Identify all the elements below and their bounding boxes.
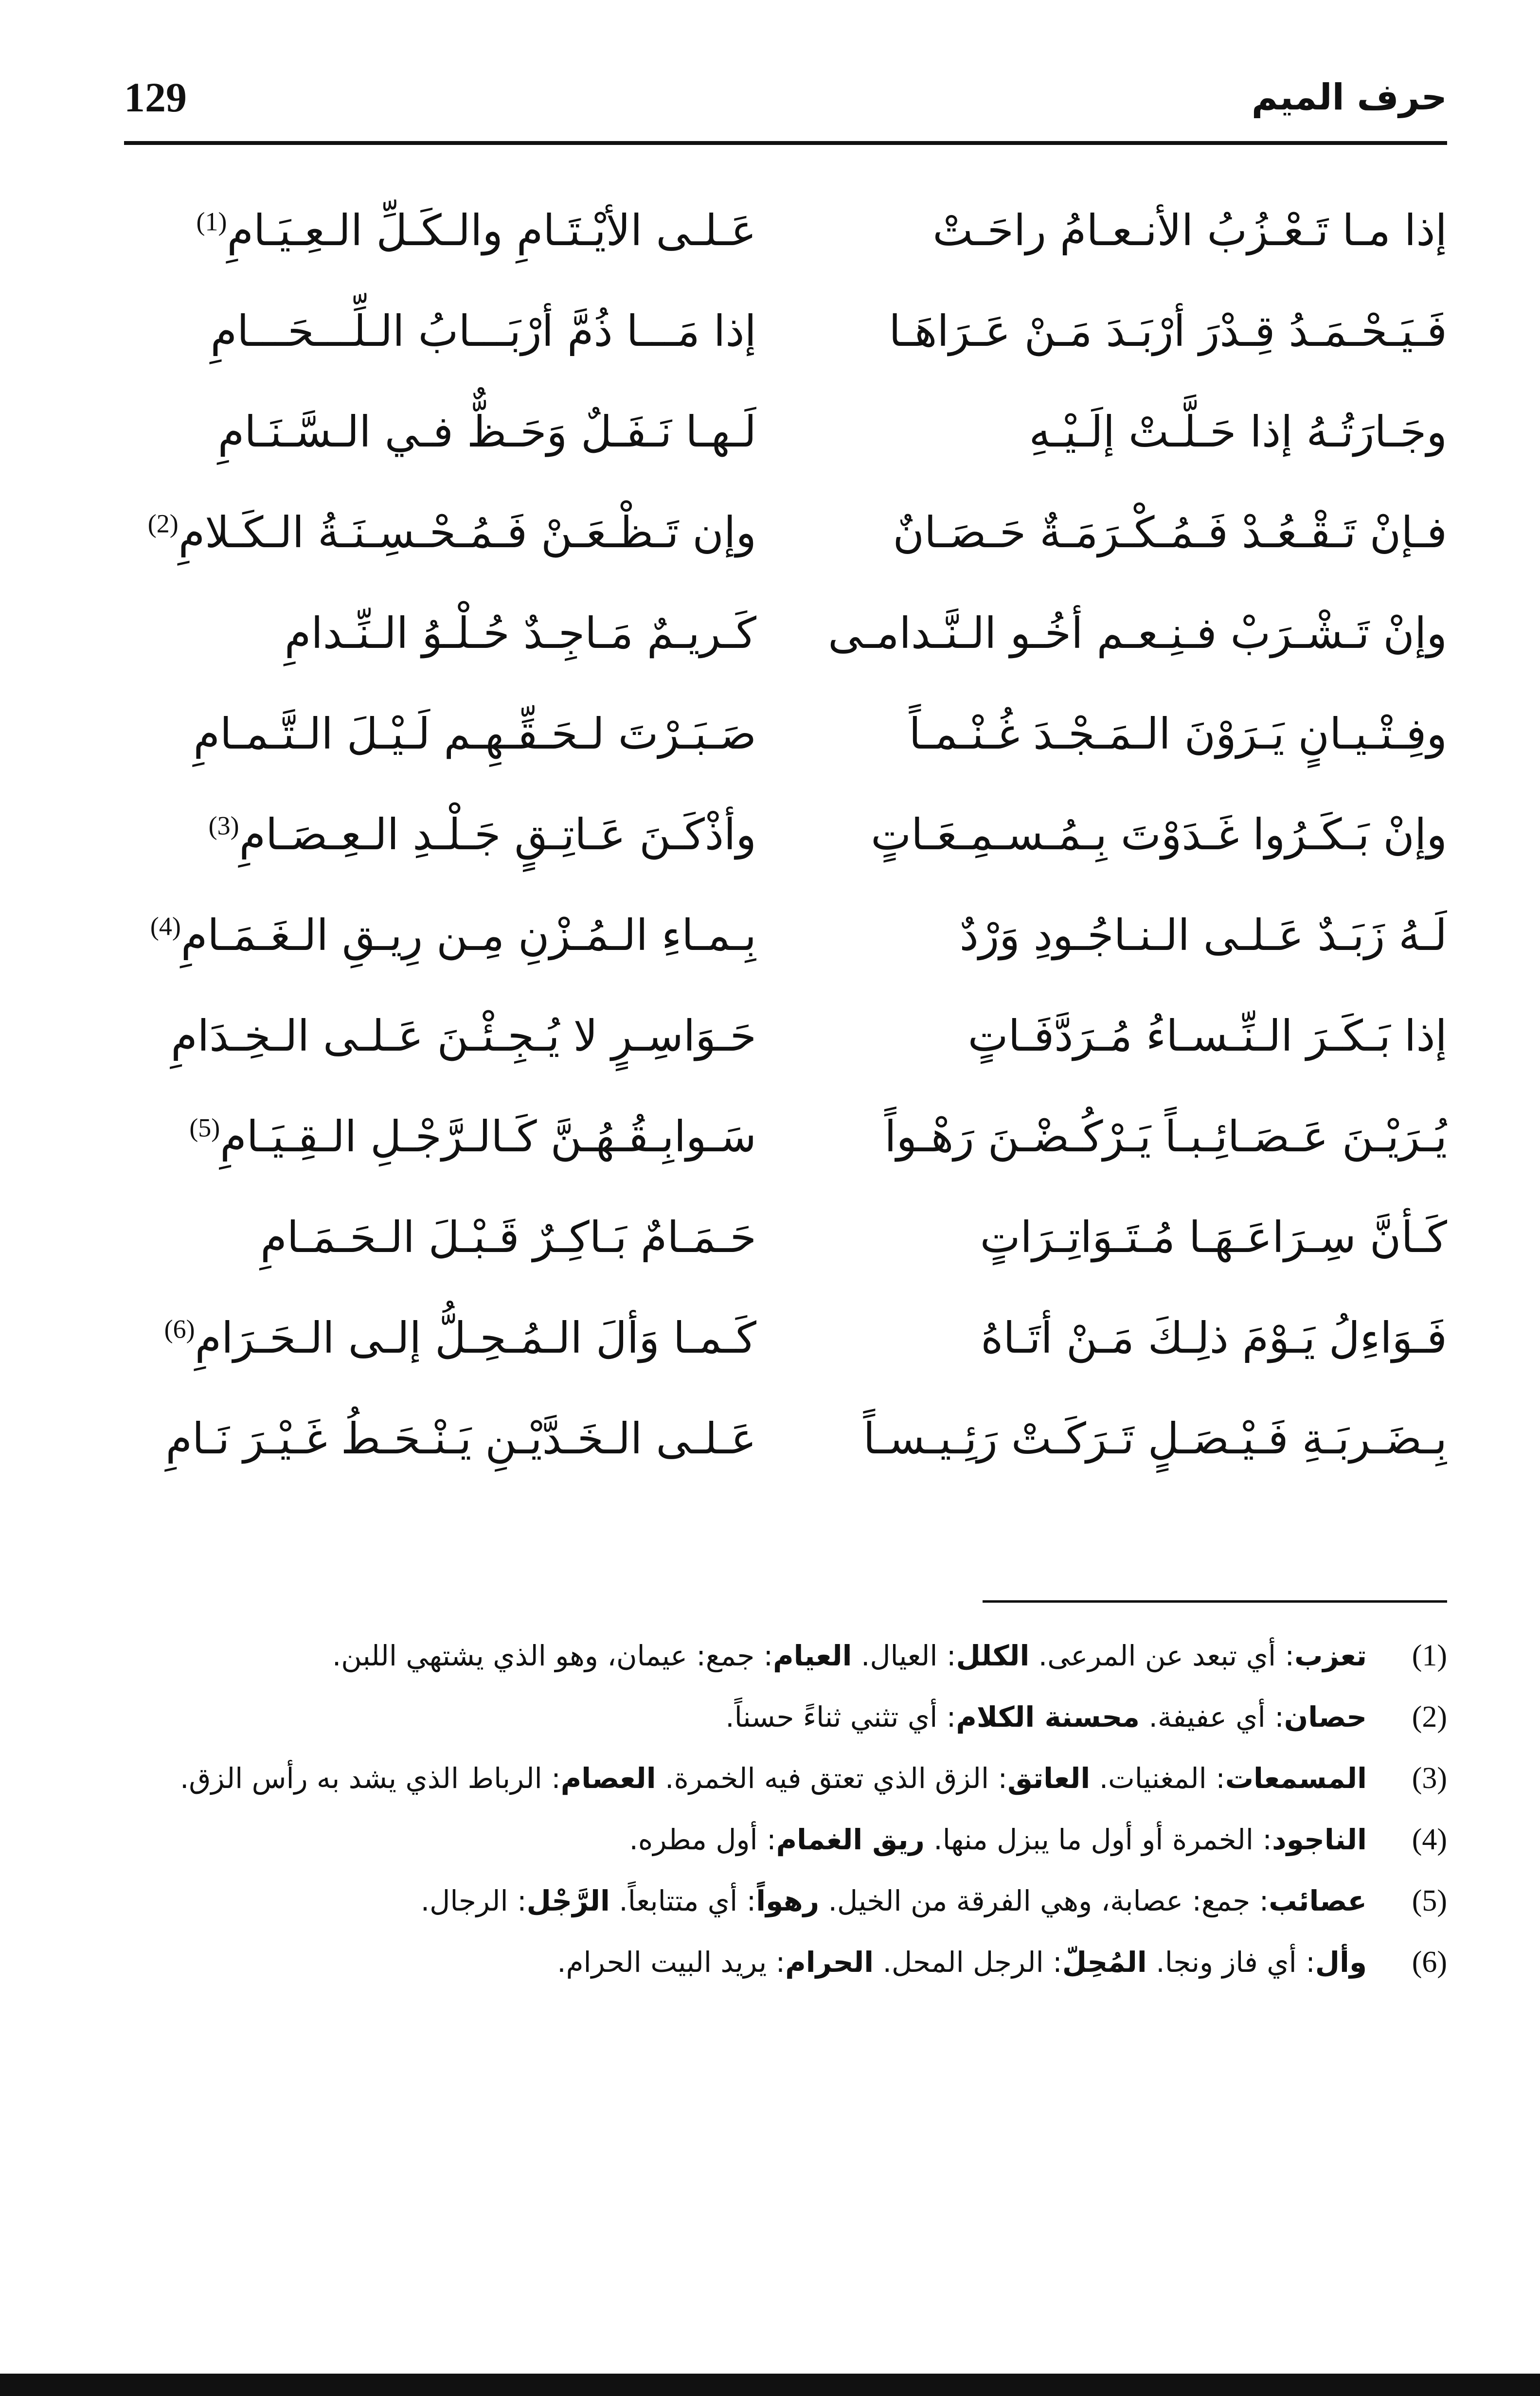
second-hemistich: [124, 1287, 756, 1388]
footnote-separator: [983, 1600, 1447, 1603]
second-hemistich: [124, 1388, 756, 1489]
verse: [124, 1287, 1447, 1388]
second-hemistich-text: كَـمـا وَألَ الـمُـحِـلُّ إلـى الـحَـرَامِ: [195, 1313, 756, 1363]
footnote: [124, 1936, 1447, 1988]
footnote-gloss: : العيال.: [852, 1639, 956, 1672]
footnote-term: تعزب: [1294, 1639, 1367, 1672]
second-hemistich: [124, 1086, 756, 1187]
first-hemistich: بِـضَـربَـةِ فَـيْـصَـلٍ تَـرَكَـتْ رَئِـيـسـاً: [863, 1413, 1447, 1464]
second-hemistich: [124, 683, 756, 784]
running-title: حرف الميم: [1251, 76, 1447, 118]
footnote: [124, 1752, 1447, 1805]
footnote-gloss: : الرباط الذي يشد به رأس الزق.: [180, 1762, 561, 1795]
second-hemistich: [124, 180, 756, 281]
footnote-text: [124, 1691, 1367, 1743]
footnote-gloss: : الخمرة أو أول ما يبزل منها.: [924, 1823, 1272, 1856]
second-hemistich-text: عَـلـى الأيْـتَـامِ والـكَـلِّ الـعِـيَـامِ: [227, 205, 756, 255]
page-bottom-border: [0, 2374, 1540, 2396]
second-hemistich-text: حَـوَاسِـرٍ لا يُـجِـئْـنَ عَـلـى الـخِـدَامِ: [171, 1011, 756, 1061]
footnotes: [124, 1629, 1447, 1997]
footnote-term: وأل: [1315, 1946, 1367, 1979]
first-hemistich: لَـهُ زَبَـدٌ عَـلـى الـنـاجُـودِ وَرْدٌ: [959, 910, 1447, 960]
second-hemistich-text: حَـمَـامٌ بَـاكِـرٌ قَـبْـلَ الـحَـمَـامِ: [260, 1212, 756, 1262]
footnote-term: الحرام: [785, 1946, 874, 1979]
second-hemistich: [124, 985, 756, 1086]
first-hemistich: فـإنْ تَـقْـعُـدْ فَـمُـكْـرَمَـةٌ حَـصَـانٌ: [893, 507, 1447, 557]
footnote-number: (4): [1412, 1823, 1447, 1856]
verse: [124, 784, 1447, 885]
second-hemistich-text: كَـريـمٌ مَـاجِـدٌ حُـلْـوُ الـنِّـدامِ: [284, 608, 756, 658]
verse: [124, 1187, 1447, 1287]
first-hemistich: إذا مـا تَـعْـزُبُ الأنـعـامُ راحَـتْ: [932, 205, 1447, 255]
footnote-term: رهواً: [756, 1884, 820, 1917]
footnote-gloss: : المغنيات.: [1090, 1762, 1225, 1795]
footnote-reference: (4): [150, 912, 181, 941]
footnote-number: (1): [1412, 1639, 1447, 1672]
footnote-text: [124, 1875, 1367, 1927]
footnote-term: الرَّجْل: [526, 1884, 610, 1917]
verse: [124, 1388, 1447, 1489]
footnote-gloss: : أي تبعد عن المرعى.: [1029, 1639, 1295, 1672]
footnote-term: محسنة الكلام: [956, 1700, 1140, 1734]
footnote-term: العيام: [773, 1639, 852, 1672]
footnote-number: (5): [1412, 1884, 1447, 1917]
footnote-reference: (1): [196, 207, 227, 236]
footnote-text: [124, 1813, 1367, 1866]
footnote-number: (3): [1412, 1762, 1447, 1795]
footnote-term: ريق الغمام: [776, 1823, 925, 1856]
footnote-gloss: : جمع: عصابة، وهي الفرقة من الخيل.: [819, 1884, 1269, 1917]
second-hemistich-text: لَـهـا نَـفَـلٌ وَحَـظٌّ فـي الـسَّـنَـامِ: [217, 407, 756, 457]
second-hemistich: [124, 885, 756, 985]
poem: [124, 180, 1447, 1489]
first-hemistich: وإنْ تَـشْـرَبْ فـنِـعـم أخُـو الـنَّـدامـى: [828, 608, 1447, 658]
footnote: [124, 1691, 1447, 1743]
footnote-gloss: : الرجال.: [420, 1884, 527, 1917]
footnote-reference: (2): [147, 509, 179, 538]
footnote-gloss: : أي عفيفة.: [1140, 1700, 1284, 1734]
footnote-number: (2): [1412, 1700, 1447, 1734]
footnote-gloss: : الرجل المحل.: [874, 1946, 1062, 1979]
footnote-term: المُحِلّ: [1062, 1946, 1147, 1979]
first-hemistich: كَـأنَّ سِـرَاعَـهَـا مُـتَـوَاتِـرَاتٍ: [980, 1212, 1447, 1262]
first-hemistich: إذا بَـكَـرَ الـنِّـسـاءُ مُـرَدَّفَـاتٍ: [967, 1011, 1447, 1061]
header-rule: [124, 141, 1447, 145]
footnote-reference: (3): [208, 811, 239, 840]
footnote-term: الكلل: [956, 1639, 1030, 1672]
second-hemistich-text: صَـبَـرْتَ لـحَـقِّـهِـم لَـيْـلَ الـتَّـمـامِ: [193, 709, 756, 759]
footnote: [124, 1875, 1447, 1927]
footnote-text: [124, 1936, 1367, 1988]
footnote-gloss: : يريد البيت الحرام.: [557, 1946, 786, 1979]
second-hemistich-text: سَـوابِـقُـهُـنَّ كَـالـرَّجْـلِ الـقِـيَـامِ: [220, 1111, 756, 1162]
footnote-term: حصان: [1284, 1700, 1367, 1734]
footnote-gloss: : أول مطره.: [629, 1823, 776, 1856]
footnote-text: [124, 1752, 1367, 1805]
second-hemistich: [124, 583, 756, 683]
second-hemistich: [124, 482, 756, 583]
verse: [124, 482, 1447, 583]
second-hemistich-text: وأذْكَـنَ عَـاتِـقٍ جَـلْـدِ الـعِـصَـامِ: [239, 809, 756, 859]
footnote: [124, 1629, 1447, 1682]
footnote-gloss: : جمع: عيمان، وهو الذي يشتهي اللبن.: [332, 1639, 773, 1672]
second-hemistich: [124, 784, 756, 885]
footnote-term: الناجود: [1271, 1823, 1367, 1856]
footnote-gloss: : أي فاز ونجا.: [1146, 1946, 1315, 1979]
footnote-gloss: : أي متتابعاً.: [609, 1884, 756, 1917]
second-hemistich-text: وإن تَـظْـعَـنْ فَـمُـحْـسِـنَـةُ الـكَـلامِ: [178, 507, 756, 557]
footnote-term: العصام: [560, 1762, 656, 1795]
footnote: [124, 1813, 1447, 1866]
verse: [124, 885, 1447, 985]
second-hemistich-text: عَـلـى الـخَـدَّيْـنِ يَـنْـحَـطُ غَـيْـرَ نَـامِ: [165, 1413, 756, 1464]
verse: [124, 381, 1447, 482]
second-hemistich-text: بِـمـاءِ الـمُـزْنِ مِـن رِيـقِ الـغَـمَـامِ: [180, 910, 756, 960]
footnote-gloss: : أي تثني ثناءً حسناً.: [725, 1700, 956, 1734]
page-header: [124, 58, 1447, 136]
first-hemistich: يُـرَيْـنَ عَـصَـائِـبـاً يَـرْكُـضْـنَ رَهْـواً: [884, 1111, 1447, 1162]
first-hemistich: فَـوَاءِلُ يَـوْمَ ذلِـكَ مَـنْ أتَـاهُ: [981, 1313, 1447, 1363]
footnote-term: عصائب: [1269, 1884, 1367, 1917]
first-hemistich: وجَـارَتُـهُ إذا حَـلَّـتْ إلَـيْـهِ: [1029, 407, 1447, 457]
first-hemistich: فَـيَـحْـمَـدُ قِـدْرَ أرْبَـدَ مَـنْ عَـرَاهَـا: [889, 306, 1447, 356]
second-hemistich: [124, 1187, 756, 1287]
footnote-term: المسمعات: [1225, 1762, 1367, 1795]
verse: [124, 1086, 1447, 1187]
first-hemistich: وإنْ بَـكَـرُوا غَـدَوْتَ بِـمُـسـمِـعَـاتٍ: [871, 809, 1447, 859]
second-hemistich-text: إذا مَـــا ذُمَّ أرْبَـــابُ الـلِّـــحَـــامِ: [210, 306, 756, 356]
footnote-reference: (6): [164, 1314, 195, 1344]
verse: [124, 683, 1447, 784]
verse: [124, 281, 1447, 381]
footnote-term: العاتق: [1007, 1762, 1091, 1795]
second-hemistich: [124, 381, 756, 482]
verse: [124, 180, 1447, 281]
second-hemistich: [124, 281, 756, 381]
verse: [124, 985, 1447, 1086]
footnote-number: (6): [1412, 1946, 1447, 1979]
footnote-text: [124, 1629, 1367, 1682]
page-number: 129: [124, 74, 187, 121]
footnote-reference: (5): [189, 1113, 220, 1143]
footnote-gloss: : الزق الذي تعتق فيه الخمرة.: [656, 1762, 1008, 1795]
first-hemistich: وفِـتْـيـانٍ يَـرَوْنَ الـمَـجْـدَ غُـنْـمـاً: [909, 709, 1447, 759]
verse: [124, 583, 1447, 683]
